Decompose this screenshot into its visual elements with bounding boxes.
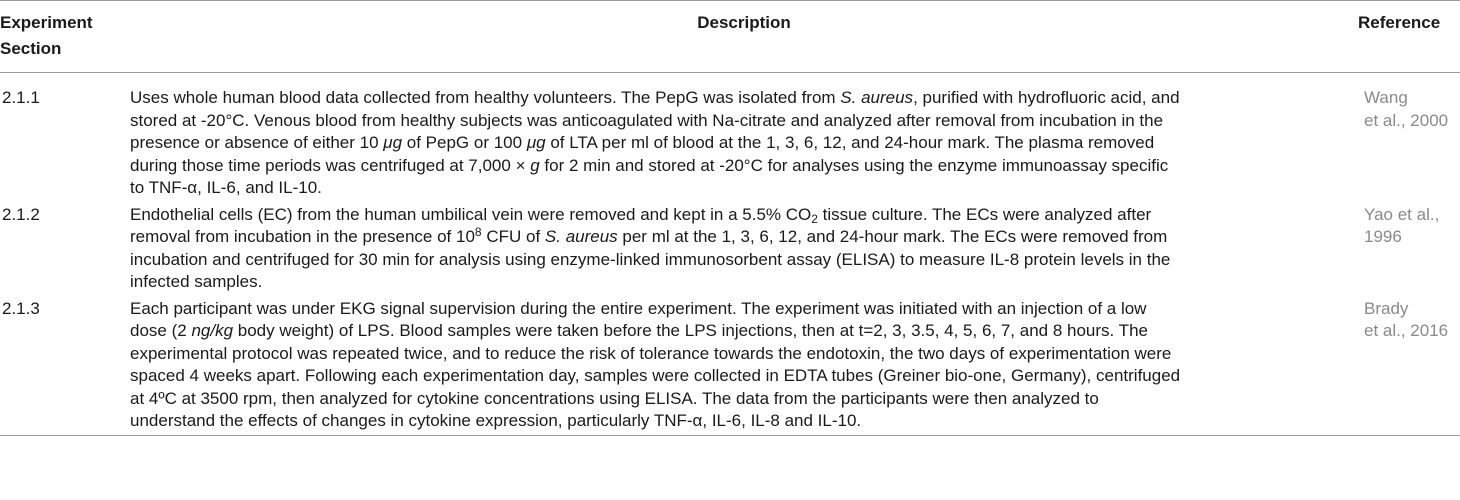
desc-line: presence or absence of either 10 μg of PepG or 100 μg of LTA per ml of blood at the 1, 3, 6, 12, and 24-hour mark. The plasma removed [130, 133, 1155, 152]
desc-line: Endothelial cells (EC) from the human umbilical vein were removed and kept in a 5.5% $CO_2$ tissue culture. The ECs were analyzed after [130, 204, 1152, 226]
table-row [0, 294, 1460, 436]
desc-line: spaced 4 weeks apart. Following each experimentation day, samples were collected in EDTA tubes (Greiner bio-one, Germany), centrifuged [130, 366, 1181, 385]
reference-cell: Brady et al., 2016 [1364, 298, 1449, 340]
desc-line: dose (2 ng/kg body weight) of LPS. Blood samples were taken before the LPS injections, then at t=2, 3, 3.5, 4, 5, 6, 7, and 8 hours. The [130, 321, 1148, 340]
desc-line: stored at -20°C. Venous blood from healthy subjects was anticoagulated with Na-citrate and analyzed after removal from incubation in the [130, 110, 1164, 130]
section-cell: 2.1.1 [2, 88, 40, 107]
header-row [0, 1, 1460, 73]
desc-line: to TNF-α, IL-6, and IL-10. [130, 178, 322, 197]
table-header [0, 1, 1460, 73]
reference-cell: Yao et al., 1996 [1364, 204, 1440, 246]
header-experiment-section: Experiment Section [0, 13, 93, 58]
desc-line: removal from incubation in the presence of $10^8$ CFU of S. aureus per ml at the 1, 3, 6, 12, and 24-hour mark. The ECs were removed from [130, 225, 1168, 246]
table-body [0, 73, 1460, 436]
desc-line: during those time periods was centrifuged at 7,000 × g for 2 min and stored at -20°C for analyses using the enzyme immunoassay specific [130, 155, 1169, 175]
description-cell [130, 73, 1358, 200]
header-reference: Reference [1358, 13, 1441, 32]
description-cell [130, 294, 1358, 436]
desc-line: experimental protocol was repeated twice, and to reduce the risk of tolerance towards the endotoxin, the two days of experimentation were [130, 343, 1172, 363]
desc-line: Each participant was under EKG signal supervision during the entire experiment. The experiment was initiated with an injection of a low [130, 298, 1147, 318]
table-row [0, 200, 1460, 294]
description-cell [130, 200, 1358, 294]
section-cell: 2.1.2 [2, 204, 40, 224]
desc-line: infected samples. [130, 272, 263, 291]
desc-line: at 4ºC at 3500 rpm, then analyzed for cytokine concentrations using ELISA. The data from the participants were then analyzed to [130, 388, 1099, 408]
desc-line: Uses whole human blood data collected from healthy volunteers. The PepG was isolated from S. aureus, purified with hydrofluoric acid, and [130, 88, 1180, 107]
table-row [0, 73, 1460, 200]
section-cell: 2.1.3 [2, 298, 40, 318]
reference-cell: Wang et al., 2000 [1364, 88, 1449, 130]
header-description: Description [697, 13, 791, 32]
desc-line: understand the effects of changes in cytokine expression, particularly TNF-α, IL-6, IL-8 and IL-10. [130, 411, 862, 430]
desc-line: incubation and centrifuged for 30 min for analysis using enzyme-linked immunosorbent assay (ELISA) to measure IL-8 protein levels in the [130, 249, 1171, 269]
